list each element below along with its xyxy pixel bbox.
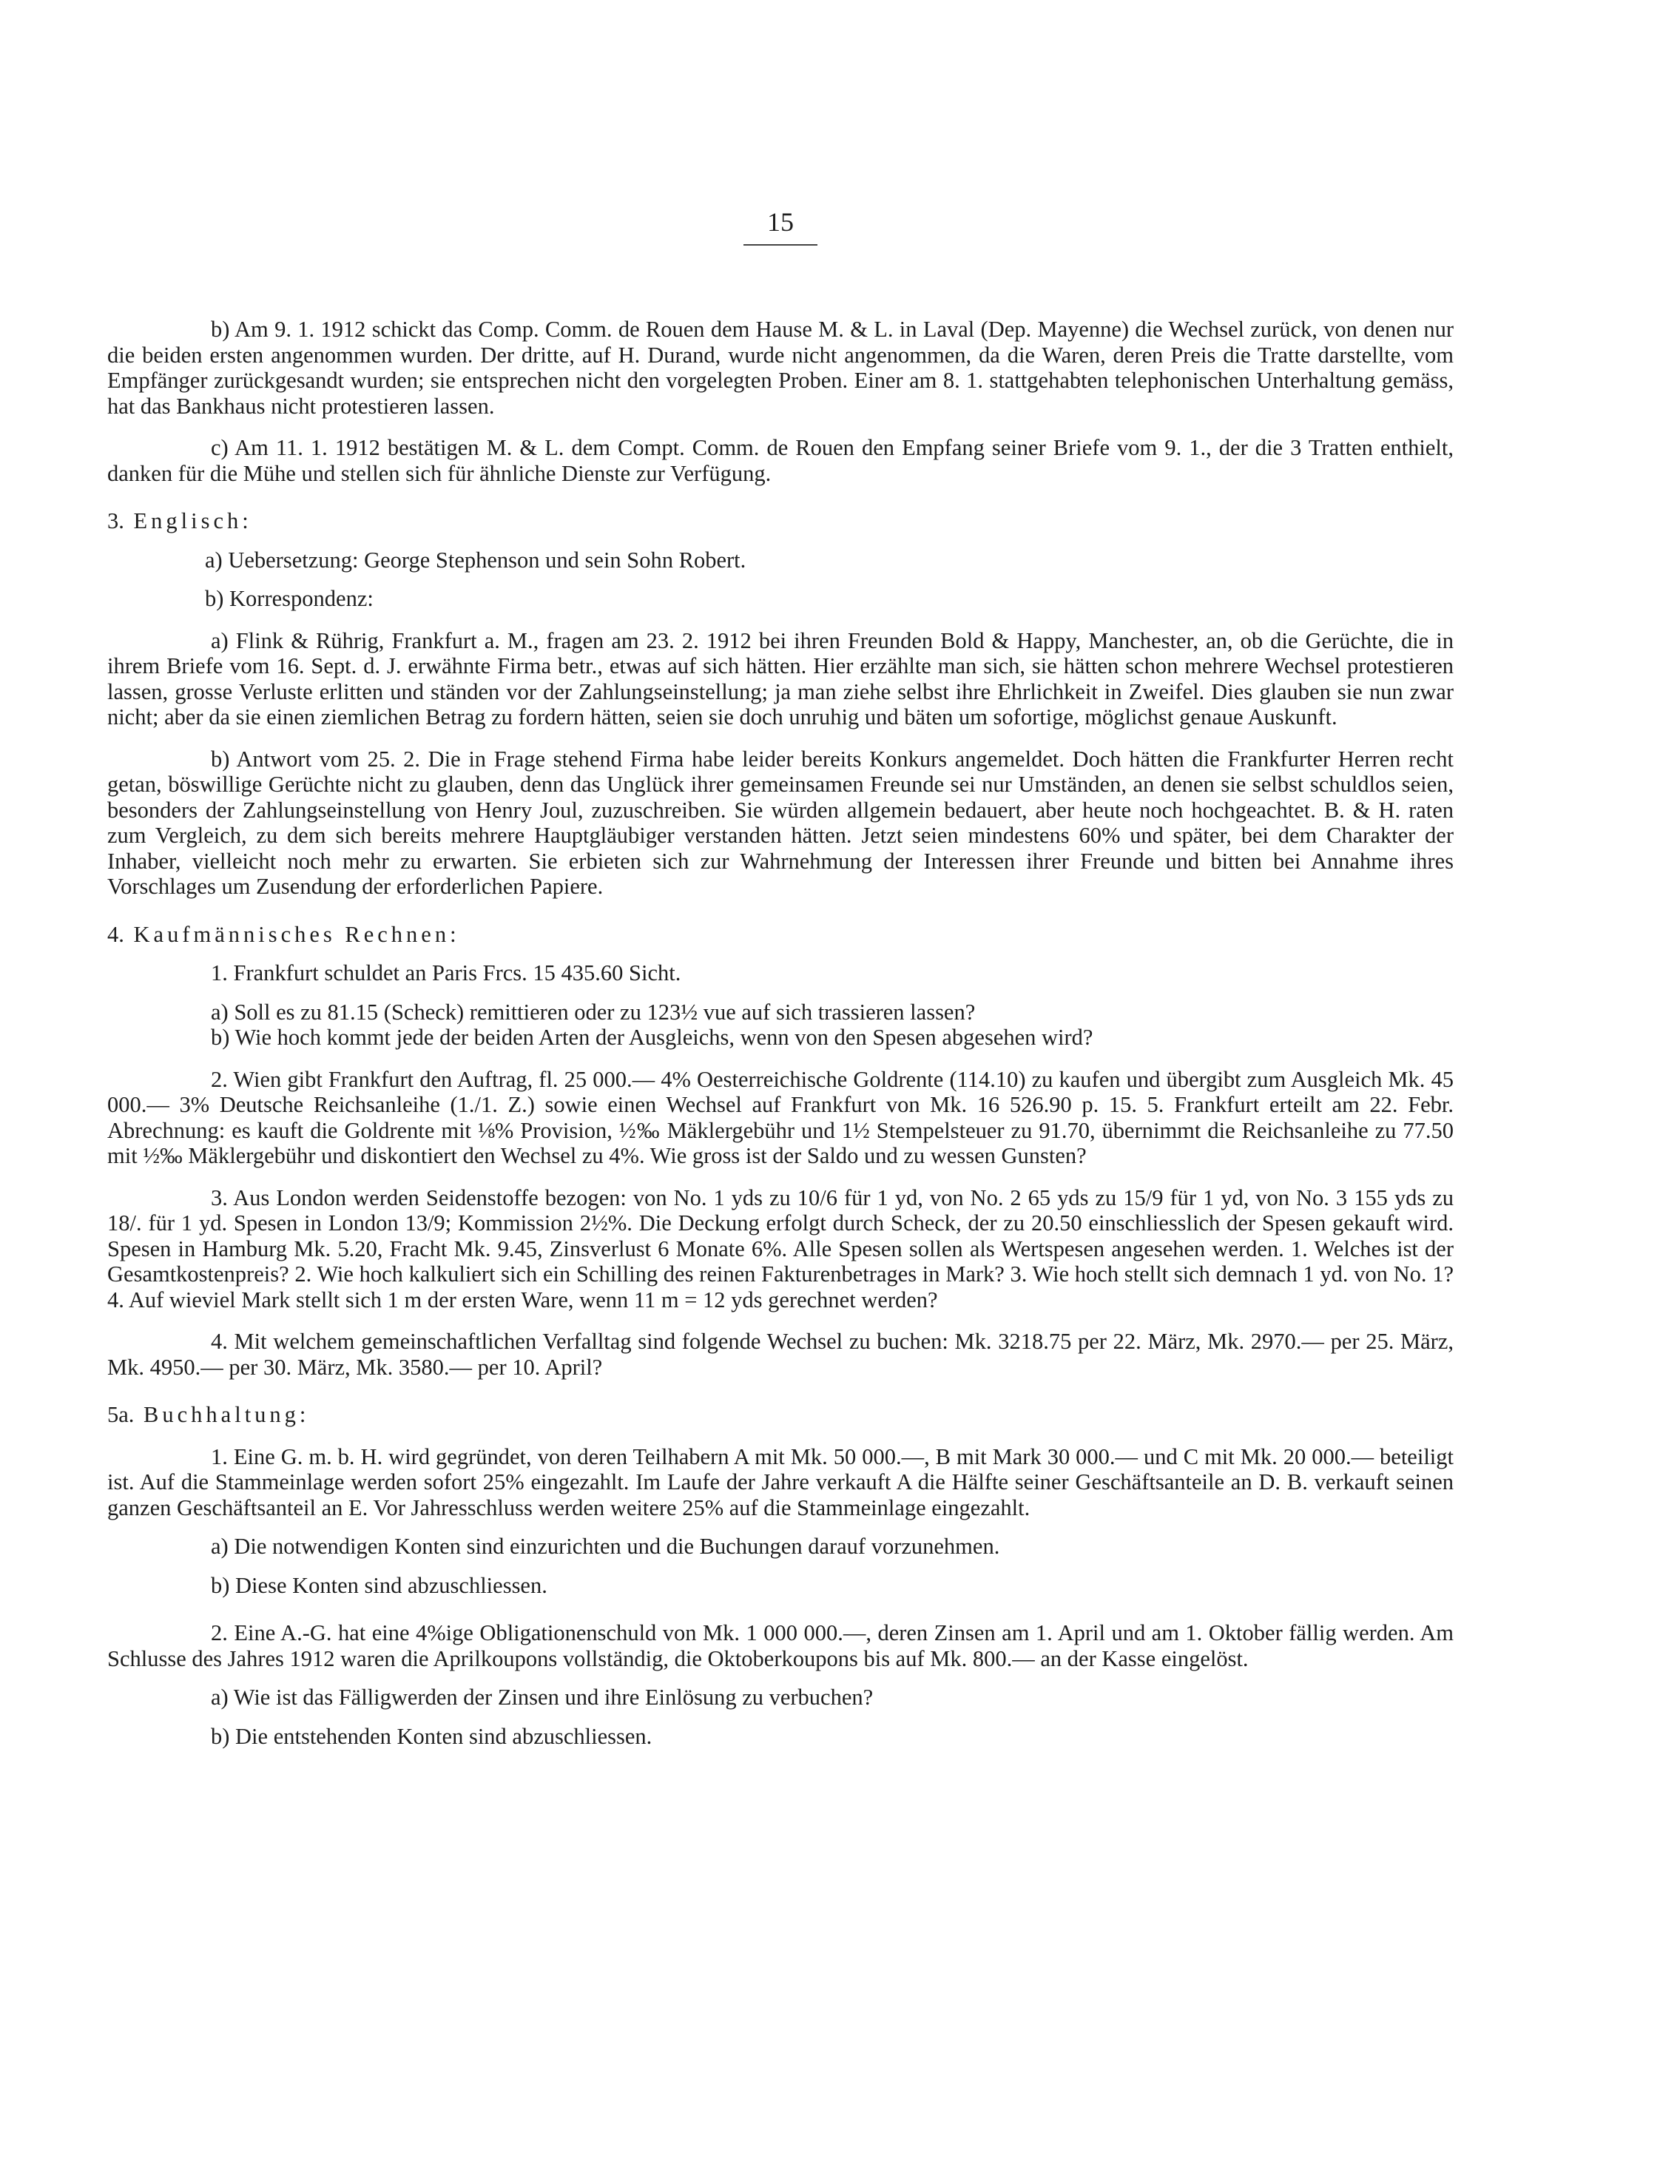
section-number-5a: 5a.	[107, 1402, 135, 1427]
task-5-2b: b) Die entstehenden Konten sind abzuschliessen.	[211, 1723, 652, 1749]
section-heading-4	[107, 922, 1454, 948]
section-title-5a: Buchhaltung:	[144, 1402, 310, 1427]
task-4-1b: b) Wie hoch kommt jede der beiden Arten der Ausgleichs, wenn von den Spesen abgesehen wird?	[211, 1025, 1093, 1050]
page-number-rule	[743, 244, 817, 246]
task-5-2: 2. Eine A.-G. hat eine 4%ige Obligationenschuld von Mk. 1 000 000.—, deren Zinsen am 1. April und am 1. Oktober fällig werden. Am Schlusse des Jahres 1912 waren die Aprilkoupons vollständig, die Oktoberkoupons bis auf Mk. 800.— an der Kasse eingelöst.	[107, 1620, 1454, 1671]
task-4-1: 1. Frankfurt schuldet an Paris Frcs. 15 435.60 Sicht.	[211, 960, 681, 985]
paragraph-2b: b) Am 9. 1. 1912 schickt das Comp. Comm. de Rouen dem Hause M. & L. in Laval (Dep. Mayenne) die Wechsel zurück, von denen nur die beiden ersten angenommen wurden. Der dritte, auf H. Durand, wurde nicht angenommen, da die Waren, deren Preis die Tratte darstellte, vom Empfänger zurückgesandt wurden; sie entsprechen nicht den vorgelegten Proben. Einer am 8. 1. stattgehabten telephonischen Unterhaltung gemäss, hat das Bankhaus nicht protestieren lassen.	[107, 317, 1454, 419]
section-title-3: Englisch:	[133, 508, 252, 533]
item-3b: b) Korrespondenz:	[205, 586, 374, 611]
task-4-1a: a) Soll es zu 81.15 (Scheck) remittieren oder zu 123½ vue auf sich trassieren lassen?	[211, 999, 976, 1025]
page-number: 15	[767, 207, 794, 237]
task-5-1b: b) Diese Konten sind abzuschliessen.	[211, 1572, 547, 1598]
section-title-4: Kaufmännisches Rechnen:	[133, 921, 460, 947]
task-4-2: 2. Wien gibt Frankfurt den Auftrag, fl. 25 000.— 4% Oesterreichische Goldrente (114.10) zu kaufen und übergibt zum Ausgleich Mk. 45 000.— 3% Deutsche Reichsanleihe (1./1. Z.) sowie einen Wechsel auf Frankfurt von Mk. 16 526.90 p. 15. 5. Frankfurt erteilt am 22. Febr. Abrechnung: es kauft die Goldrente mit ⅛% Provision, ½‰ Mäklergebühr und 1½ Stempelsteuer zu 91.70, übernimmt die Reichsanleihe zu 77.50 mit ½‰ Mäklergebühr und diskontiert den Wechsel zu 4%. Wie gross ist der Saldo und zu wessen Gunsten?	[107, 1066, 1454, 1168]
paragraph-2c: c) Am 11. 1. 1912 bestätigen M. & L. dem Compt. Comm. de Rouen den Empfang seiner Briefe vom 9. 1., der die 3 Tratten enthielt, danken für die Mühe und stellen sich für ähnliche Dienste zur Verfügung.	[107, 435, 1454, 486]
item-3a: a) Uebersetzung: George Stephenson und sein Sohn Robert.	[205, 547, 746, 573]
task-4-3: 3. Aus London werden Seidenstoffe bezogen: von No. 1 yds zu 10/6 für 1 yd, von No. 2 65 yds zu 15/9 für 1 yd, von No. 3 155 yds zu 18/. für 1 yd. Spesen in London 13/9; Kommission 2½%. Die Deckung erfolgt durch Scheck, der zu 20.50 einschliesslich der Spesen gekauft wird. Spesen in Hamburg Mk. 5.20, Fracht Mk. 9.45, Zinsverlust 6 Monate 6%. Alle Spesen sollen als Wertspesen angesehen werden. 1. Welches ist der Gesamtkostenpreis? 2. Wie hoch kalkuliert sich ein Schilling des reinen Fakturenbetrages in Mark? 3. Wie hoch stellt sich demnach 1 yd. von No. 1? 4. Auf wieviel Mark stellt sich 1 m der ersten Ware, wenn 11 m = 12 yds gerechnet werden?	[107, 1184, 1454, 1312]
paragraph-3b: b) Antwort vom 25. 2. Die in Frage stehend Firma habe leider bereits Konkurs angemeldet. Doch hätten die Frankfurter Herren recht getan, böswillige Gerüchte nicht zu glauben, denn das Unglück ihrer gemeinsamen Freunde sei nur Umständen, an denen sie selbst schuldlos seien, besonders der Zahlungseinstellung von Henry Joul, zuzuschreiben. Sie würden allgemein bedauert, aber heute noch hochgeachtet. B. & H. raten zum Vergleich, zu dem sich bereits mehrere Hauptgläubiger verstanden hätten. Jetzt seien mindestens 60% und später, bei dem Charakter der Inhaber, vielleicht noch mehr zu erwarten. Sie erbieten sich zur Wahrnehmung der Interessen ihrer Freunde und bitten bei Annahme ihres Vorschlages um Zusendung der erforderlichen Papiere.	[107, 746, 1454, 899]
section-heading-5a	[107, 1402, 1454, 1428]
task-5-1a: a) Die notwendigen Konten sind einzurichten und die Buchungen darauf vorzunehmen.	[211, 1534, 1000, 1559]
page-body	[107, 317, 1454, 1749]
section-heading-3	[107, 508, 1454, 534]
paragraph-3a: a) Flink & Rührig, Frankfurt a. M., fragen am 23. 2. 1912 bei ihren Freunden Bold & Happy, Manchester, an, ob die Gerüchte, die in ihrem Briefe vom 16. Sept. d. J. erwähnte Firma betr., etwas auf sich hätten. Hier erzählte man sich, sie hätten schon mehrere Wechsel protestieren lassen, grosse Verluste erlitten und ständen vor der Zahlungseinstellung; ja man ziehe selbst ihre Ehrlichkeit in Zweifel. Dies glauben sie nun zwar nicht; aber da sie einen ziemlichen Betrag zu fordern hätten, seien sie doch unruhig und bäten um sofortige, möglichst genaue Auskunft.	[107, 627, 1454, 729]
section-number-4: 4.	[107, 921, 124, 947]
task-5-1: 1. Eine G. m. b. H. wird gegründet, von deren Teilhabern A mit Mk. 50 000.—, B mit Mark 30 000.— und C mit Mk. 20 000.— beteiligt ist. Auf die Stammeinlage werden sofort 25% eingezahlt. Im Laufe der Jahre verkauft A die Hälfte seiner Geschäftsanteile an D. B. verkauft seinen ganzen Geschäftsanteil an E. Vor Jahresschluss werden weitere 25% auf die Stammeinlage eingezahlt.	[107, 1443, 1454, 1520]
task-4-4: 4. Mit welchem gemeinschaftlichen Verfalltag sind folgende Wechsel zu buchen: Mk. 3218.75 per 22. März, Mk. 2970.— per 25. März, Mk. 4950.— per 30. März, Mk. 3580.— per 10. April?	[107, 1329, 1454, 1380]
section-number-3: 3.	[107, 508, 124, 533]
task-5-2a: a) Wie ist das Fälligwerden der Zinsen und ihre Einlösung zu verbuchen?	[211, 1685, 874, 1710]
